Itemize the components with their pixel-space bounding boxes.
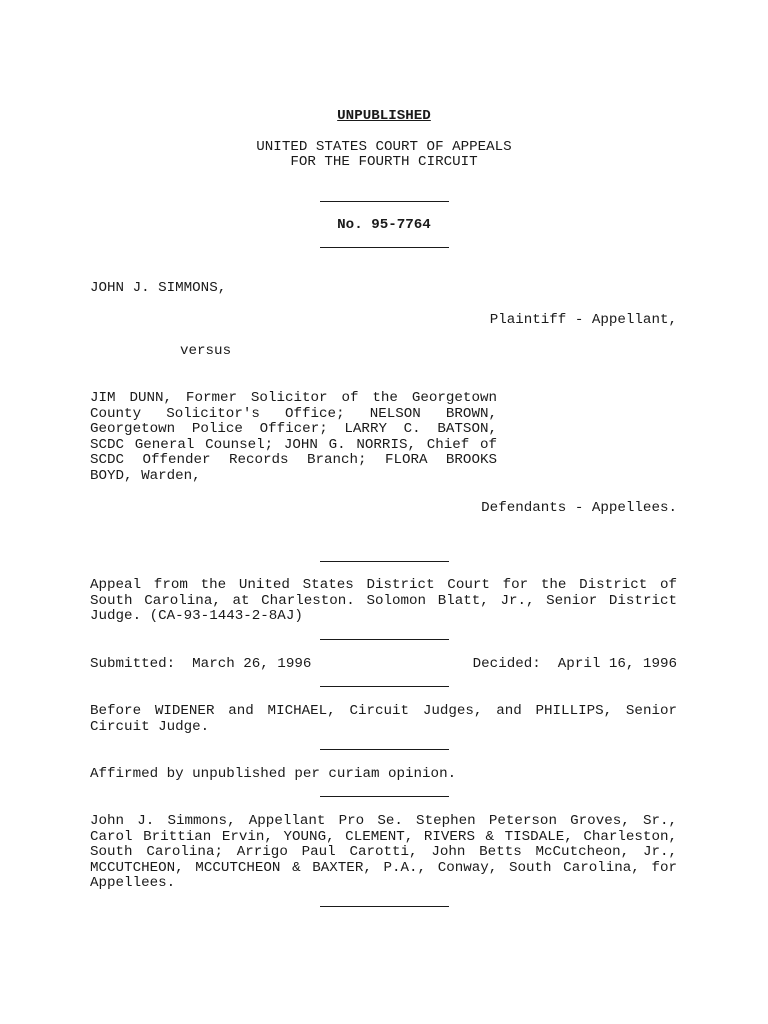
- divider: [320, 201, 449, 202]
- divider: [320, 749, 449, 750]
- disposition: Affirmed by unpublished per curiam opinion.: [90, 766, 457, 782]
- court-name-line1: UNITED STATES COURT OF APPEALS: [256, 139, 512, 155]
- plaintiff-name: JOHN J. SIMMONS,: [90, 280, 227, 296]
- decided-date: Decided: April 16, 1996: [472, 656, 677, 672]
- plaintiff-role: Plaintiff - Appellant,: [489, 312, 677, 328]
- submitted-date: Submitted: March 26, 1996: [90, 656, 312, 672]
- panel-judges: Before WIDENER and MICHAEL, Circuit Judges, and PHILLIPS, Senior Circuit Judge.: [90, 703, 677, 735]
- divider: [320, 561, 449, 562]
- divider: [320, 906, 449, 907]
- divider: [320, 639, 449, 640]
- versus-label: versus: [180, 343, 232, 359]
- case-number: No. 95-7764: [337, 217, 431, 233]
- court-name-line2: FOR THE FOURTH CIRCUIT: [290, 154, 478, 170]
- divider: [320, 686, 449, 687]
- divider: [320, 796, 449, 797]
- defendants-list: JIM DUNN, Former Solicitor of the Georgetown County Solicitor's Office; NELSON BROWN, Georgetown Police Officer; LARRY C. BATSON, SCDC General Counsel; JOHN G. NORRIS, Chief of SCDC Offender Records Branch; FLORA BROOKS BOYD, Warden,: [90, 390, 497, 484]
- divider: [320, 247, 449, 248]
- appeal-origin: Appeal from the United States District Court for the District of South Carolina, at Charleston. Solomon Blatt, Jr., Senior District Judge. (CA-93-1443-2-8AJ): [90, 577, 677, 624]
- unpublished-label: UNPUBLISHED: [337, 108, 431, 124]
- defendants-role: Defendants - Appellees.: [481, 500, 677, 516]
- counsel-list: John J. Simmons, Appellant Pro Se. Stephen Peterson Groves, Sr., Carol Brittian Ervin, YOUNG, CLEMENT, RIVERS & TISDALE, Charleston, South Carolina; Arrigo Paul Carotti, John Betts McCutcheon, Jr., MCCUTCHEON, MCCUTCHEON & BAXTER, P.A., Conway, South Carolina, for Appellees.: [90, 813, 677, 891]
